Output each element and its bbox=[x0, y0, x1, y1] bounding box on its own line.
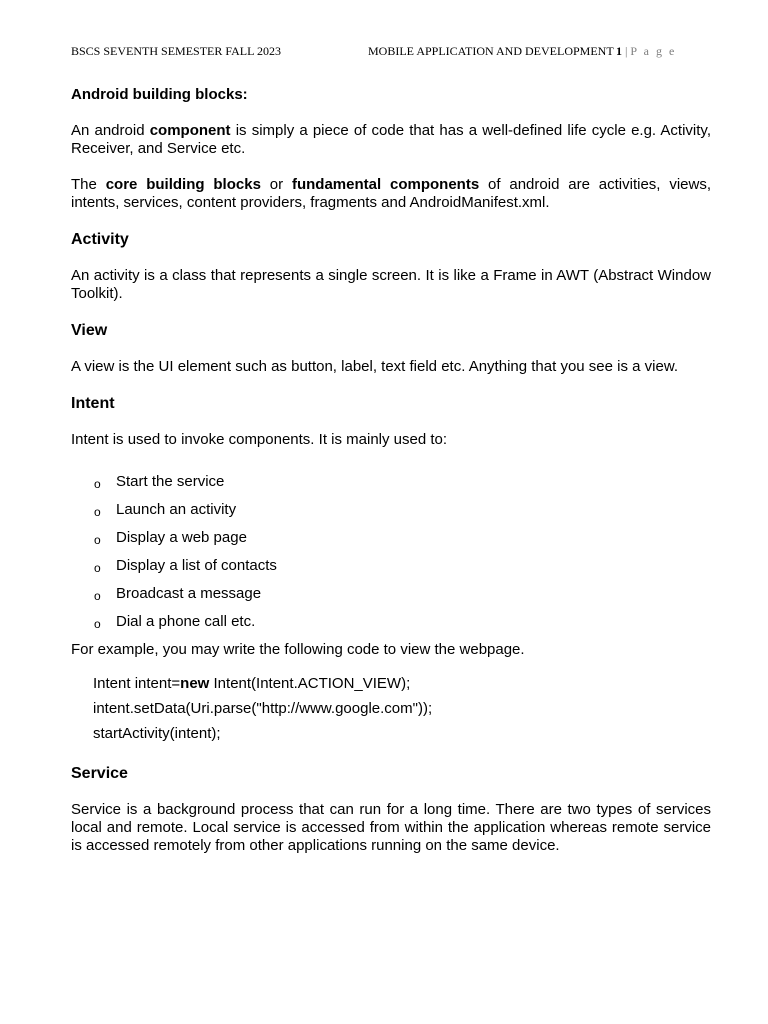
code-line-1-b: Intent(Intent.ACTION_VIEW); bbox=[209, 675, 411, 692]
bullet-marker: o bbox=[94, 617, 101, 631]
document-body bbox=[71, 86, 711, 855]
page-separator: | bbox=[625, 44, 628, 58]
code-keyword-new: new bbox=[180, 675, 210, 692]
intro-paragraph-1 bbox=[71, 122, 711, 158]
list-item bbox=[71, 557, 711, 585]
activity-heading: Activity bbox=[71, 231, 129, 248]
service-text: Service is a background process that can run for a long time. There are two types of services local and remote. Local service is accessed from within the application whereas remote service is accessed remotely from other applications running on the same device. bbox=[71, 801, 711, 854]
intro-p1-text-b: is simply a piece of code that has a well-defined life cycle e.g. Activity, Receiver, and Service etc. bbox=[71, 122, 711, 157]
page-label: P a g e bbox=[630, 44, 677, 58]
intro-p1-text-a: An android bbox=[71, 122, 150, 139]
view-text: A view is the UI element such as button, label, text field etc. Anything that you see is a view. bbox=[71, 358, 679, 375]
intro-p2-text-b: or bbox=[260, 176, 292, 193]
code-line-2: intent.setData(Uri.parse("http://www.google.com")); bbox=[93, 700, 433, 717]
page-number: 1 bbox=[616, 44, 622, 58]
list-item-text: Launch an activity bbox=[116, 501, 237, 518]
list-item bbox=[71, 585, 711, 613]
bullet-marker: o bbox=[94, 533, 101, 547]
intent-text: Intent is used to invoke components. It is mainly used to: bbox=[71, 431, 448, 448]
intro-paragraph-2 bbox=[71, 176, 711, 212]
example-text: For example, you may write the following code to view the webpage. bbox=[71, 641, 525, 658]
bullet-marker: o bbox=[94, 561, 101, 575]
code-line-1-a: Intent intent= bbox=[93, 675, 181, 692]
list-item bbox=[71, 529, 711, 557]
intro-p1-bold: component bbox=[149, 122, 231, 139]
intro-p2-bold-2: fundamental components bbox=[291, 176, 480, 193]
list-item bbox=[71, 613, 711, 641]
document-title: Android building blocks: bbox=[71, 86, 248, 103]
intro-p2-text-c: of android are activities, views, intents, services, content providers, fragments and AndroidManifest.xml. bbox=[71, 176, 711, 211]
intent-uses-list bbox=[71, 473, 711, 641]
list-item-text: Broadcast a message bbox=[116, 585, 262, 602]
intro-p2-bold-1: core building blocks bbox=[105, 176, 261, 193]
bullet-marker: o bbox=[94, 589, 101, 603]
header-page-number bbox=[616, 44, 676, 59]
bullet-marker: o bbox=[94, 477, 101, 491]
header-subject: MOBILE APPLICATION AND DEVELOPMENT bbox=[368, 44, 614, 58]
list-item-text: Dial a phone call etc. bbox=[116, 613, 256, 630]
list-item-text: Display a list of contacts bbox=[116, 557, 277, 574]
view-heading: View bbox=[71, 322, 108, 339]
code-line-1 bbox=[93, 675, 711, 700]
code-block bbox=[71, 675, 711, 750]
activity-text: An activity is a class that represents a single screen. It is like a Frame in AWT (Abstract Window Toolkit). bbox=[71, 267, 711, 302]
list-item bbox=[71, 501, 711, 529]
intent-heading: Intent bbox=[71, 395, 115, 412]
intro-p2-text-a: The bbox=[71, 176, 106, 193]
list-item bbox=[71, 473, 711, 501]
code-line-3: startActivity(intent); bbox=[93, 725, 221, 742]
bullet-marker: o bbox=[94, 505, 101, 519]
list-item-text: Start the service bbox=[116, 473, 225, 490]
list-item-text: Display a web page bbox=[116, 529, 247, 546]
service-heading: Service bbox=[71, 765, 128, 782]
header-course: BSCS SEVENTH SEMESTER FALL 2023 bbox=[71, 44, 282, 58]
